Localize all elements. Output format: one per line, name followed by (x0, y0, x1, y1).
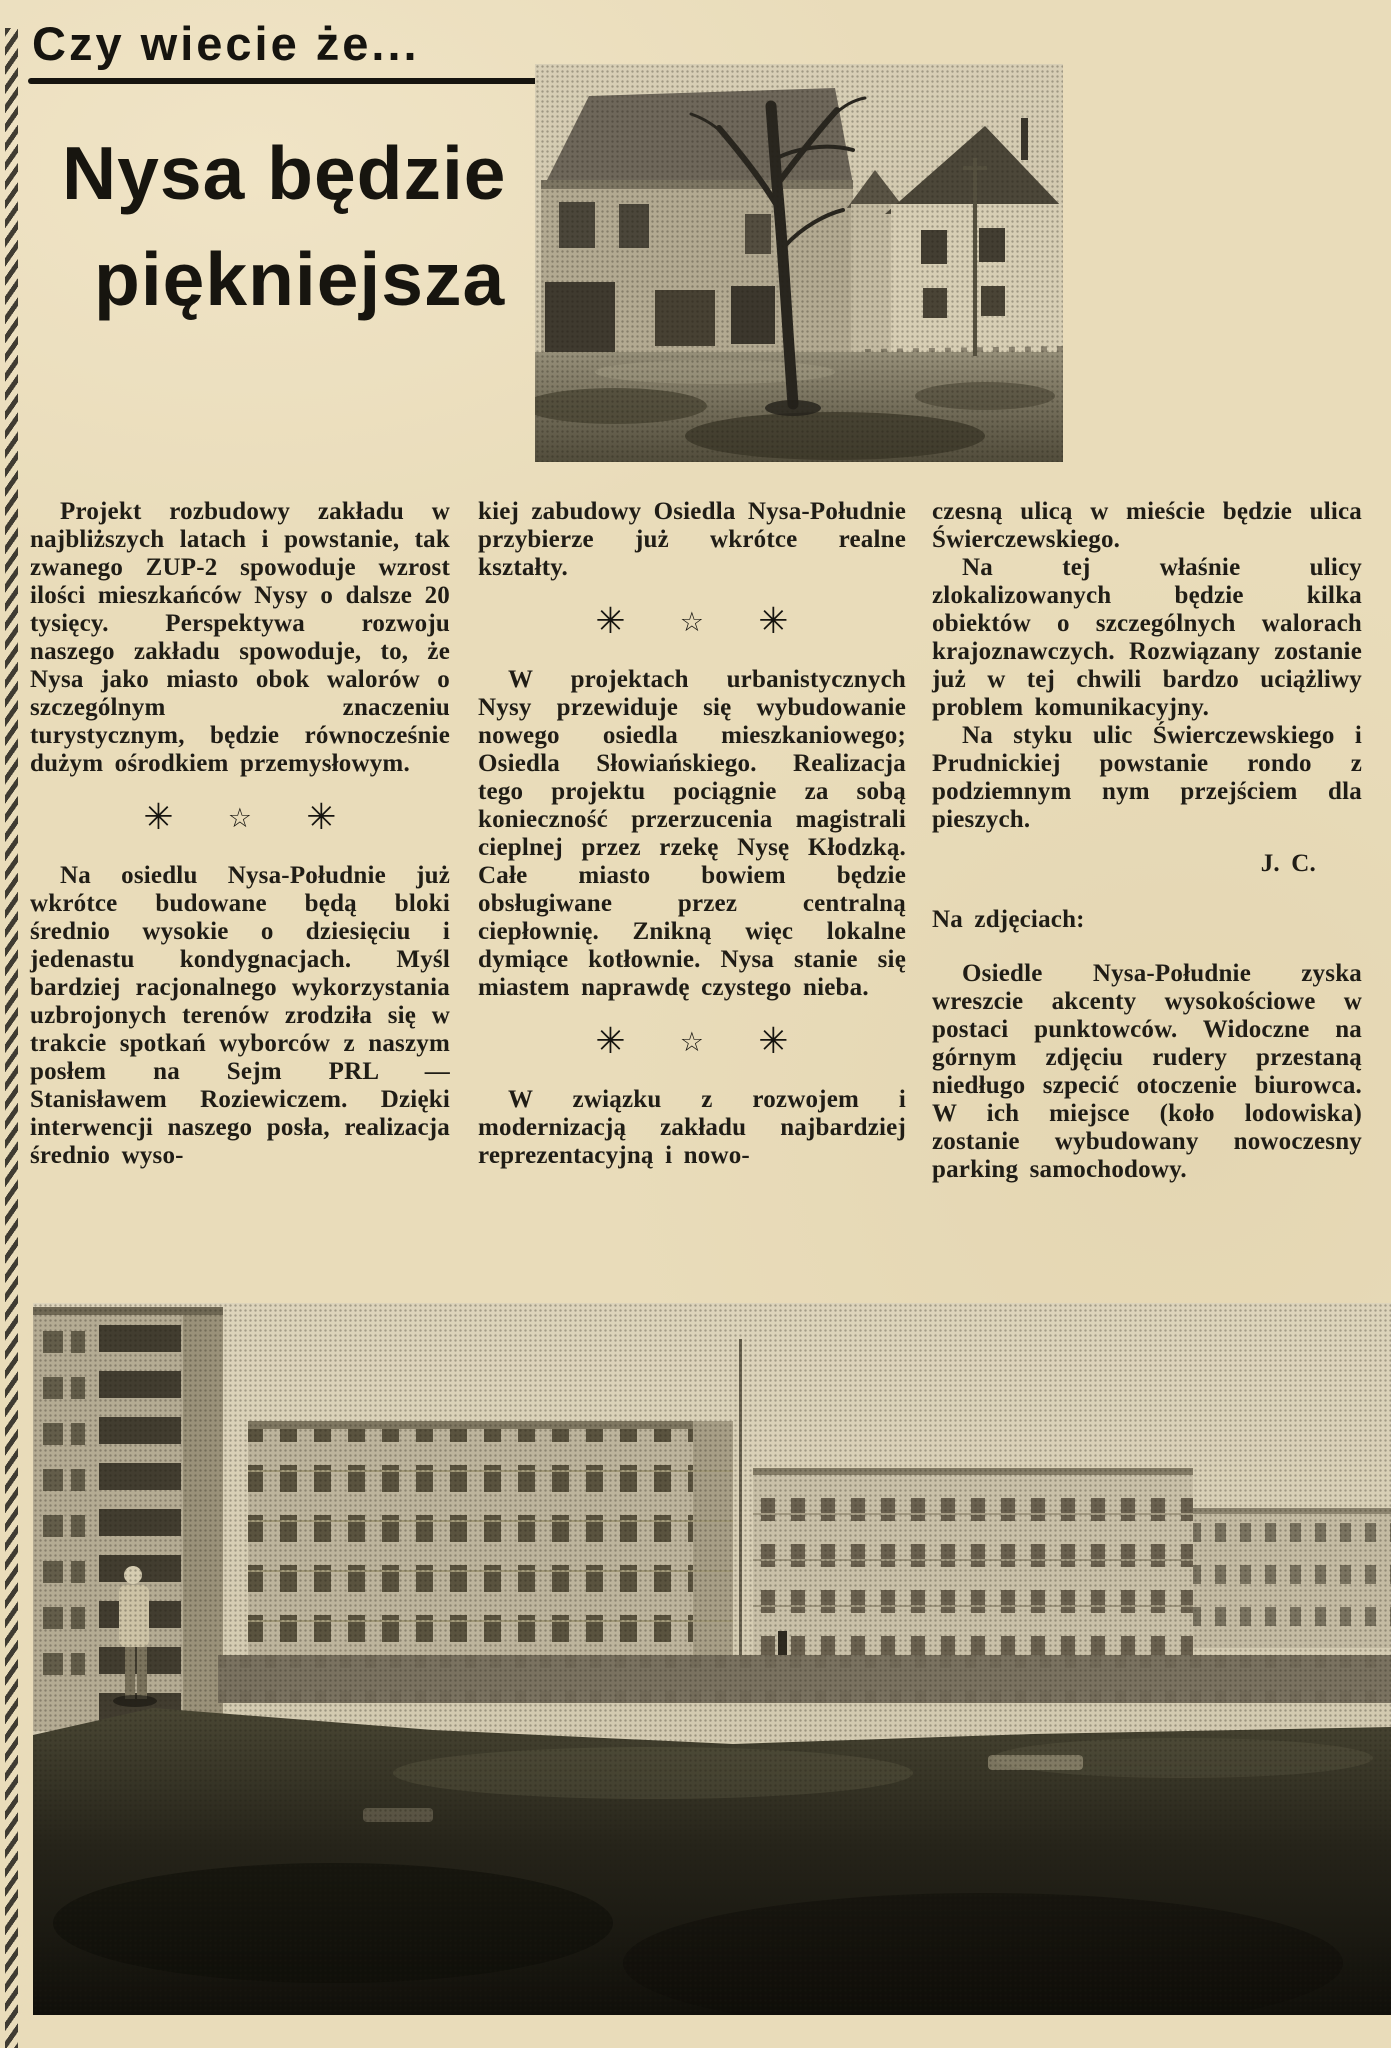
star-separator (478, 601, 906, 642)
paragraph: Na styku ulic Świerczewskiego i Prudnickiej powstanie rondo z podziemnym nym przejściem dla pieszych. (932, 722, 1362, 833)
storefront (731, 286, 775, 344)
photos-caption-label: Na zdjęciach: (932, 906, 1085, 933)
open-star-ornament: ☆ (679, 1026, 705, 1058)
window (921, 230, 947, 264)
mast (739, 1339, 742, 1679)
starburst-ornament: ✳ (758, 601, 789, 642)
open-star-ornament: ☆ (679, 606, 705, 638)
bottom-photo-housing-estate (33, 1303, 1391, 2015)
paragraph: Osiedle Nysa-Południe zyska wreszcie akcenty wysokościowe w postaci punktowców. Widoczne na górnym zdjęciu rudery przestaną niedługo szpecić otoczenie biurowca. W ich miejsce (koło lodowiska) zostanie wybudowany nowoczesny parking samochodowy. (932, 960, 1362, 1183)
section-kicker: Czy wiecie że... (32, 17, 420, 70)
starburst-ornament: ✳ (758, 1021, 789, 1062)
paragraph: Na tej właśnie ulicy zlokalizowanych będzie kilka obiektów o szczególnych walorach krajoznawczych. Rozwiązany zostanie już w tej chwili bardzo uciążliwy problem komunikacyjny. (932, 554, 1362, 721)
window (981, 286, 1005, 316)
text-column-3 (932, 498, 1362, 1184)
window (979, 228, 1005, 262)
paragraph: czesną ulicą w mieście będzie ulica Świerczewskiego. (932, 498, 1362, 553)
paragraph: W związku z rozwojem i modernizacją zakładu najbardziej reprezentacyjną i nowo- (478, 1086, 906, 1169)
article-title (62, 120, 542, 332)
star-separator (30, 797, 450, 838)
storefront (545, 282, 615, 354)
slab-end-wall (693, 1421, 733, 1675)
top-photo-illustration (535, 64, 1063, 462)
paragraph: Na osiedlu Nysa-Południe już wkrótce budowane będą bloki średnio wysokie o dziesięciu i jedenastu kondygnacjach. Myśl bardziej racjonalnego wykorzystania uzbrojonych terenów zrodziła się w trakcie spotkań wyborców z naszym posłem na Sejm PRL — Stanisławem Roziewiczem. Dzięki interwencji naszego posła, realizacja średnio wyso- (30, 862, 450, 1169)
open-star-ornament: ☆ (227, 802, 253, 834)
article-title-line2: piękniejsza (94, 237, 506, 321)
paragraph: kiej zabudowy Osiedla Nysa-Południe przybierze już wkrótce realne kształty. (478, 498, 906, 581)
starburst-ornament: ✳ (306, 797, 337, 838)
distant-person (778, 1631, 787, 1655)
paragraph: W projektach urbanistycznych Nysy przewiduje się wybudowanie nowego osiedla mieszkaniowego; Osiedla Słowiańskiego. Realizacja tego projektu pociągnie za sobą konieczność przerzucenia magistrali cieplnej przez rzekę Nysę Kłodzką. Całe miasto bowiem będzie obsługiwane przez centralną ciepłownię. Znikną więc lokalne dymiące kotłownie. Nysa stanie się miastem naprawdę czystego nieba. (478, 666, 906, 1001)
left-house-roof (541, 88, 853, 192)
storefront (655, 290, 715, 346)
window (923, 288, 947, 318)
bottom-photo-illustration (33, 1303, 1391, 2015)
left-edge-hatch-border (5, 28, 18, 2048)
middle-house (851, 204, 895, 356)
window (745, 214, 771, 254)
light-patch (988, 1755, 1083, 1770)
text-column-2 (478, 498, 906, 1170)
article-title-line1: Nysa będzie (62, 131, 507, 215)
window (559, 202, 595, 248)
starburst-ornament: ✳ (595, 601, 626, 642)
utility-pole (973, 158, 977, 356)
starburst-ornament: ✳ (143, 797, 174, 838)
paragraph: Projekt rozbudowy zakładu w najbliższych latach i powstanie, tak zwanego ZUP-2 spowoduje wzrost ilości mieszkańców Nysy o dalsze 20 tysięcy. Perspektywa rozwoju naszego zakładu spowoduje, to, że Nysa jako miasto obok walorów o szczególnym znaczeniu turystycznym, będzie równocześnie dużym ośrodkiem przemysłowym. (30, 498, 450, 777)
star-separator (478, 1021, 906, 1062)
author-initials: J. C. (1260, 850, 1316, 877)
window (619, 204, 649, 248)
text-column-1 (30, 498, 450, 1170)
starburst-ornament: ✳ (595, 1021, 626, 1062)
top-photo-old-houses (535, 64, 1063, 462)
kicker-underline (28, 78, 560, 84)
